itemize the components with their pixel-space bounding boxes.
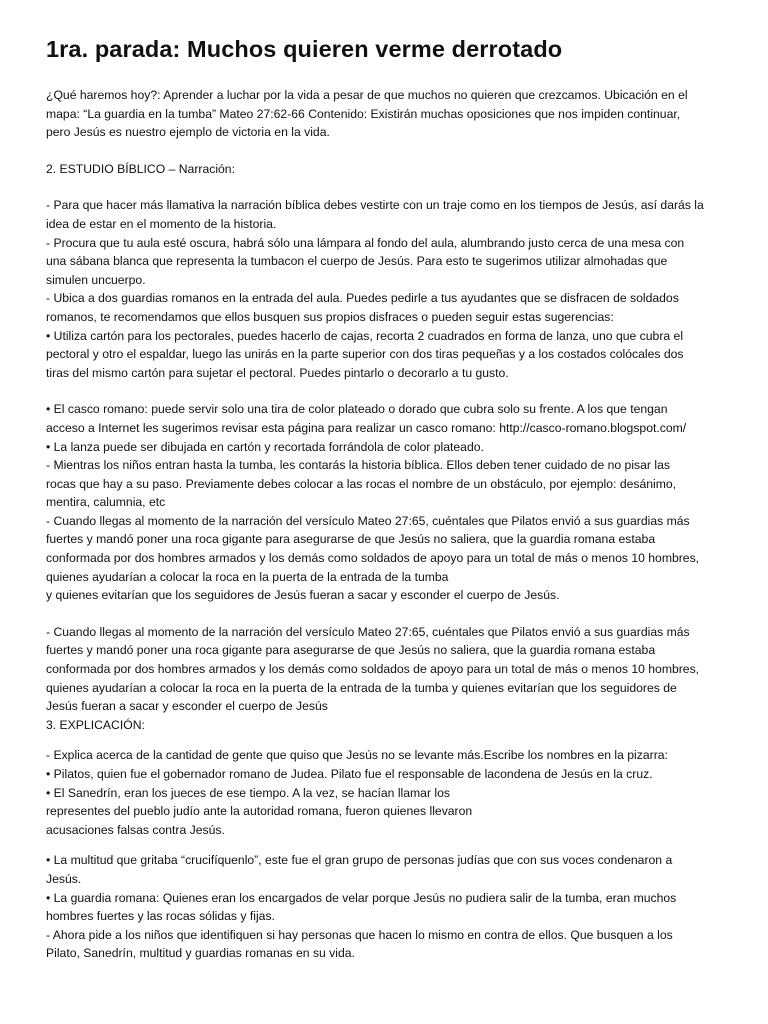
intro-paragraph: [46, 86, 738, 142]
text-line: una sábana blanca que representa la tumbacon el cuerpo de Jesús. Para esto te sugerimos utilizar almohadas que: [46, 254, 668, 269]
text-line: fuertes y mandó poner una roca gigante para asegurarse de que Jesús no saliera, que la guardia romana estaba: [46, 643, 656, 658]
section-2-heading: 2. ESTUDIO BÍBLICO – Narración:: [46, 161, 235, 176]
page-title: 1ra. parada: Muchos quieren verme derrotado: [46, 36, 563, 62]
text-line: y quienes evitarían que los seguidores de Jesús fueran a sacar y esconder el cuerpo de Jesús.: [46, 588, 560, 603]
text-line: - Ahora pide a los niños que identifiquen si hay personas que hacen lo mismo en contra de ellos. Que busquen a los: [46, 927, 673, 942]
text-line: • Utiliza cartón para los pectorales, puedes hacerlo de cajas, recorta 2 cuadrados en forma de lanza, uno que cubra el: [46, 328, 684, 343]
text-line: - Procura que tu aula esté oscura, habrá sólo una lámpara al fondo del aula, alumbrando justo cerca de una mesa con: [46, 235, 685, 250]
text-line: • El Sanedrín, eran los jueces de ese tiempo. A la vez, se hacían llamar los: [46, 785, 450, 800]
text-line: representes del pueblo judío ante la autoridad romana, fueron quienes llevaron: [46, 804, 473, 819]
section-3-block-1: [46, 746, 738, 839]
text-line: acusaciones falsas contra Jesús.: [46, 822, 225, 837]
text-line: mentira, calumnia, etc: [46, 495, 166, 510]
text-line: ¿Qué haremos hoy?: Aprender a luchar por la vida a pesar de que muchos no quieren que crezcamos. Ubicación en el: [46, 88, 688, 102]
section-2-block-3: [46, 623, 738, 735]
text-line: mapa: “La guardia en la tumba” Mateo 27:62-66 Contenido: Existirán muchas oposiciones que nos impiden continuar,: [46, 106, 681, 121]
text-line: - Mientras los niños entran hasta la tumba, les contarás la historia bíblica. Ellos deben tener cuidado de no pisar las: [46, 458, 670, 473]
text-line: fuertes y mandó poner una roca gigante para asegurarse de que Jesús no saliera, que la guardia romana estaba: [46, 532, 656, 547]
text-line: • La guardia romana: Quienes eran los encargados de velar porque Jesús no pudiera salir de la tumba, eran muchos: [46, 890, 677, 905]
text-line: quienes ayudarían a colocar la roca en la puerta de la entrada de la tumba: [46, 569, 449, 584]
text-line: • La multitud que gritaba “crucifíquenlo”, este fue el gran grupo de personas judías que con sus voces condenaron a: [46, 853, 673, 868]
text-line: pectoral y otro el espaldar, luego las unirás en la parte superior con dos tiras pequeñas y a los costados colócales dos: [46, 347, 684, 362]
text-line: tiras del mismo cartón para sujetar el pectoral. Puedes pintarlo o decorarlo a tu gusto.: [46, 365, 509, 380]
text-line: • Pilatos, quien fue el gobernador romano de Judea. Pilato fue el responsable de lacondena de Jesús en la cruz.: [46, 767, 653, 781]
text-line: 3. EXPLICACIÓN:: [46, 717, 145, 732]
text-line: acceso a Internet les sugerimos revisar esta página para realizar un casco romano: http://casco-romano.blogspot.com/: [46, 420, 687, 435]
text-line: - Para que hacer más llamativa la narración bíblica debes vestirte con un traje como en los tiempos de Jesús, así darás la: [46, 198, 704, 213]
section-3-block-2: [46, 851, 738, 963]
text-line: conformada por dos hombres armados y los demás como soldados de apoyo para un total de más o menos 10 hombres,: [46, 551, 700, 566]
text-line: rocas que hay a su paso. Previamente debes colocar a las rocas el nombre de un obstáculo, por ejemplo: desánimo,: [46, 476, 677, 491]
text-line: - Ubica a dos guardias romanos en la entrada del aula. Puedes pedirle a tus ayudantes que se disfracen de soldados: [46, 291, 679, 306]
text-line: Pilato, Sanedrín, multitud y guardias romanas en su vida.: [46, 946, 355, 961]
text-line: - Explica acerca de la cantidad de gente que quiso que Jesús no se levante más.Escribe los nombres en la pizarra:: [46, 748, 668, 763]
text-line: pero Jesús es nuestro ejemplo de victoria en la vida.: [46, 125, 330, 140]
text-line: simulen uncuerpo.: [46, 272, 146, 287]
text-line: Jesús fueran a sacar y esconder el cuerpo de Jesús: [46, 699, 328, 714]
text-line: - Cuando llegas al momento de la narración del versículo Mateo 27:65, cuéntales que Pilatos envió a sus guardias más: [46, 624, 690, 639]
text-line: - Cuando llegas al momento de la narración del versículo Mateo 27:65, cuéntales que Pilatos envió a sus guardias más: [46, 513, 690, 528]
text-line: quienes ayudarían a colocar la roca en la puerta de la entrada de la tumba y quienes evitarían que los seguidores de: [46, 680, 677, 695]
section-2-block-2: [46, 400, 738, 605]
text-line: • El casco romano: puede servir solo una tira de color plateado o dorado que cubra solo su frente. A los que tengan: [46, 402, 668, 417]
text-line: Jesús.: [46, 871, 82, 886]
text-line: conformada por dos hombres armados y los demás como soldados de apoyo para un total de más o menos 10 hombres,: [46, 662, 700, 677]
text-line: • La lanza puede ser dibujada en cartón y recortada forrándola de color plateado.: [46, 439, 484, 454]
section-2-block-1: [46, 196, 738, 382]
text-line: hombres fuertes y las rocas sólidas y fijas.: [46, 909, 275, 924]
text-line: idea de estar en el momento de la historia.: [46, 216, 277, 231]
text-line: romanos, te recomendamos que ellos busquen sus propios disfraces o pueden seguir estas sugerencias:: [46, 309, 614, 324]
document-page: [46, 34, 738, 963]
